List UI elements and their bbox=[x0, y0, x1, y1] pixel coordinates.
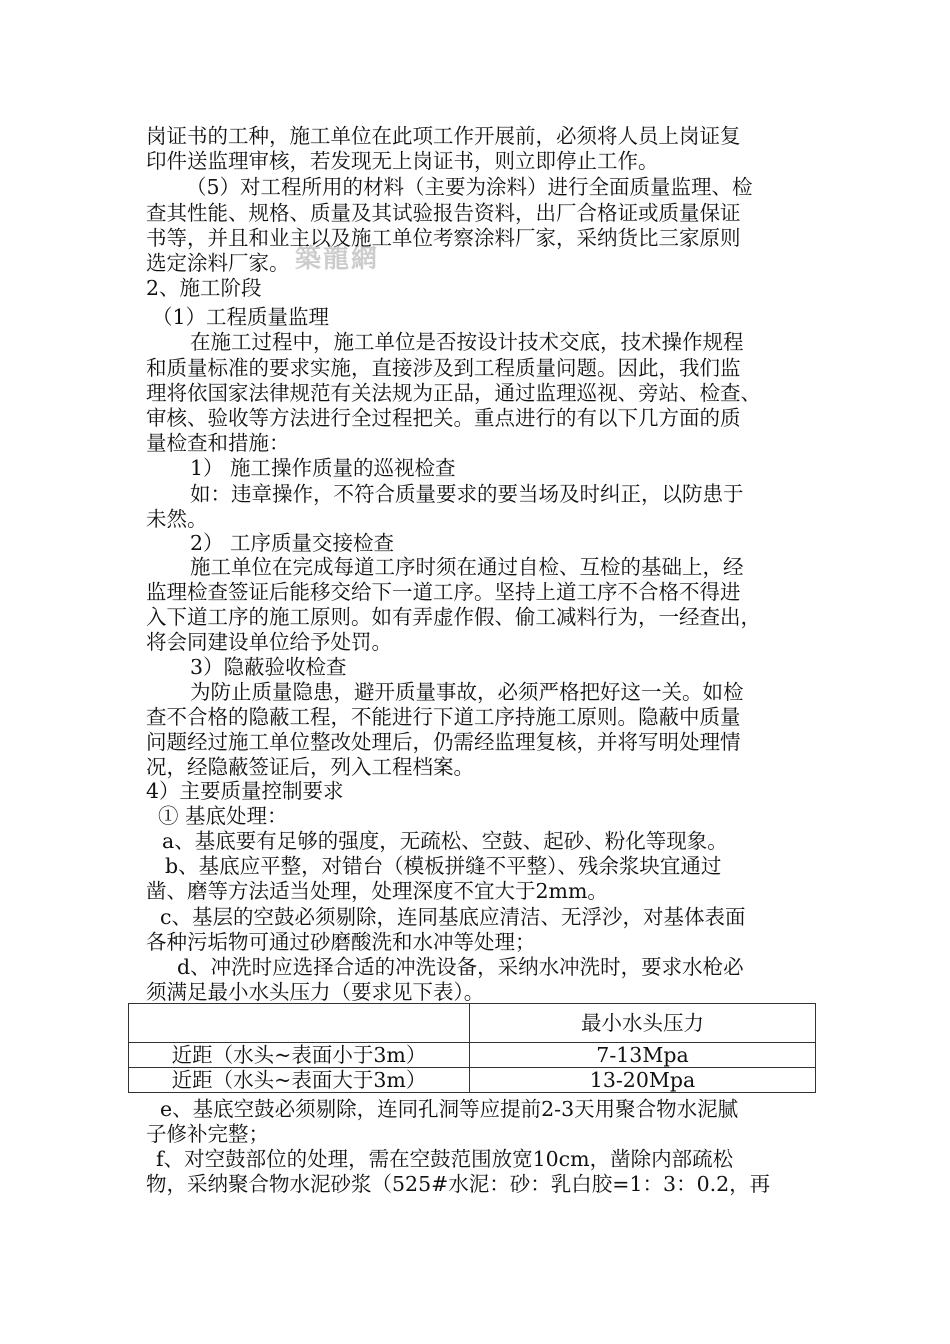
text-line: 子修补完整； bbox=[146, 1122, 269, 1146]
table-cell: 近距（水头~表面小于3m） bbox=[129, 1043, 470, 1068]
text-line: 凿、磨等方法适当处理，处理深度不宜大于2mm。 bbox=[146, 879, 608, 903]
text-line: 未然。 bbox=[146, 507, 208, 531]
text-line: 入下道工序的施工原则。如有弄虚作假、偷工减料行为，一经查出， bbox=[146, 605, 761, 629]
item-heading: 1） 施工操作质量的巡视检查 bbox=[190, 456, 456, 480]
text-line: 和质量标准的要求实施，直接涉及到工程质量问题。因此，我们监 bbox=[146, 356, 741, 380]
table-header-cell bbox=[129, 1004, 470, 1043]
text-line: 况，经隐蔽签证后，列入工程档案。 bbox=[146, 755, 474, 779]
text-line: 问题经过施工单位整改处理后，仍需经监理复核，并将写明处理情 bbox=[146, 730, 741, 754]
text-line: 施工单位在完成每道工序时须在通过自检、互检的基础上，经 bbox=[190, 555, 744, 579]
text-line: 选定涂料厂家。 bbox=[146, 251, 290, 275]
text-line: 将会同建设单位给予处罚。 bbox=[146, 630, 392, 654]
section-heading: 2、施工阶段 bbox=[146, 276, 262, 300]
subsection-heading: （1）工程质量监理 bbox=[152, 305, 330, 329]
water-pressure-table bbox=[128, 1003, 816, 1093]
watermark: 築龍網 bbox=[295, 244, 380, 274]
table-row bbox=[129, 1068, 816, 1093]
text-line: 须满足最小水头压力（要求见下表）。 bbox=[146, 980, 485, 1004]
text-line: d、冲洗时应选择合适的冲洗设备，采纳水冲洗时，要求水枪必 bbox=[177, 955, 744, 979]
table-cell: 13-20Mpa bbox=[470, 1068, 816, 1093]
text-line: 理将依国家法律规范有关法规为正品，通过监理巡视、旁站、检查、 bbox=[146, 381, 761, 405]
table-header-cell: 最小水头压力 bbox=[470, 1004, 816, 1043]
table-header-row bbox=[129, 1004, 816, 1043]
text-line: 查其性能、规格、质量及其试验报告资料，出厂合格证或质量保证 bbox=[146, 201, 741, 225]
table-cell: 7-13Mpa bbox=[470, 1043, 816, 1068]
text-line: b、基底应平整，对错台（模板拼缝不平整）、残余浆块宜通过 bbox=[165, 854, 722, 878]
text-line: a、基底要有足够的强度，无疏松、空鼓、起砂、粉化等现象。 bbox=[162, 829, 728, 853]
text-line: 监理检查签证后能移交给下一道工序。坚持上道工序不合格不得进 bbox=[146, 580, 741, 604]
text-line: 印件送监理审核，若发现无上岗证书，则立即停止工作。 bbox=[146, 149, 659, 173]
text-line: c、基层的空鼓必须剔除，连同基底应清洁、无浮沙，对基体表面 bbox=[160, 905, 746, 929]
item-heading: 3）隐蔽验收检查 bbox=[190, 655, 347, 679]
text-line: 各种污垢物可通过砂磨酸洗和水冲等处理； bbox=[146, 930, 536, 954]
item-heading: ① 基底处理： bbox=[158, 804, 288, 828]
text-line: 书等，并且和业主以及施工单位考察涂料厂家，采纳货比三家原则 bbox=[146, 226, 741, 250]
text-line: （5）对工程所用的材料（主要为涂料）进行全面质量监理、检 bbox=[186, 175, 753, 199]
text-line: 物，采纳聚合物水泥砂浆（525#水泥：砂：乳白胶=1：3：0.2，再 bbox=[146, 1172, 771, 1196]
text-line: 量检查和措施： bbox=[146, 431, 290, 455]
text-line: 在施工过程中，施工单位是否按设计技术交底，技术操作规程 bbox=[190, 330, 744, 354]
table-cell: 近距（水头~表面大于3m） bbox=[129, 1068, 470, 1093]
table-row bbox=[129, 1043, 816, 1068]
item-heading: 2） 工序质量交接检查 bbox=[190, 531, 395, 555]
text-line: f、对空鼓部位的处理，需在空鼓范围放宽10cm，凿除内部疏松 bbox=[156, 1147, 734, 1171]
text-line: 为防止质量隐患，避开质量事故，必须严格把好这一关。如检 bbox=[190, 680, 744, 704]
text-line: 如：违章操作，不符合质量要求的要当场及时纠正，以防患于 bbox=[190, 482, 744, 506]
item-heading: 4）主要质量控制要求 bbox=[146, 779, 344, 803]
text-line: e、基底空鼓必须剔除，连同孔洞等应提前2-3天用聚合物水泥腻 bbox=[160, 1097, 739, 1121]
text-line: 审核、验收等方法进行全过程把关。重点进行的有以下几方面的质 bbox=[146, 406, 741, 430]
text-line: 查不合格的隐蔽工程，不能进行下道工序持施工原则。隐蔽中质量 bbox=[146, 705, 741, 729]
text-line: 岗证书的工种，施工单位在此项工作开展前，必须将人员上岗证复 bbox=[146, 124, 741, 148]
